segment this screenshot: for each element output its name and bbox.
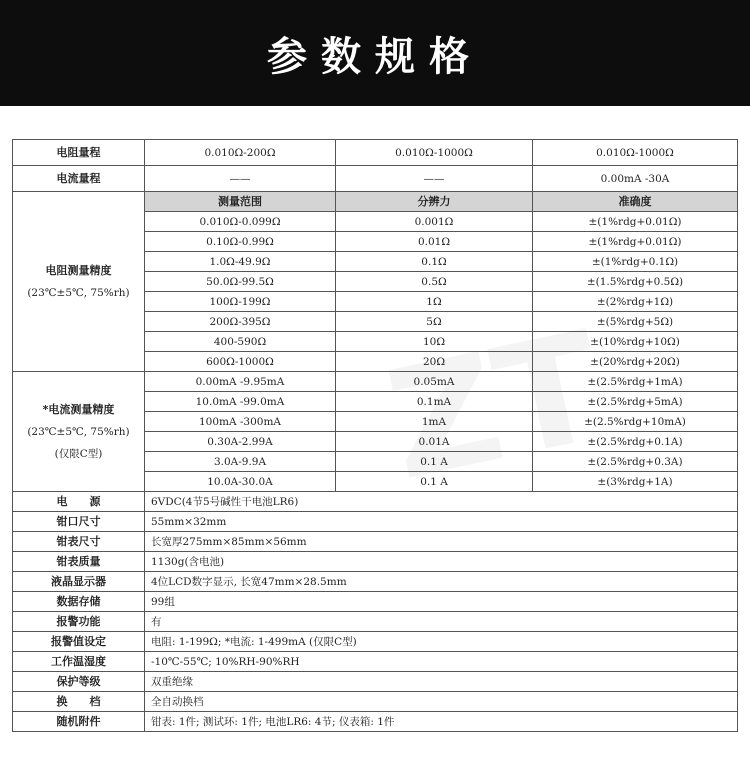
resolution-cell: 0.1mA bbox=[336, 392, 533, 412]
spec-row bbox=[13, 572, 738, 592]
spec-value: -10℃-55℃; 10%RH-90%RH bbox=[145, 652, 738, 672]
column-header: 测量范围 bbox=[145, 192, 336, 212]
range-cell: 50.0Ω-99.5Ω bbox=[145, 272, 336, 292]
spec-value: 55mm×32mm bbox=[145, 512, 738, 532]
spec-row bbox=[13, 632, 738, 652]
resolution-cell: 0.01A bbox=[336, 432, 533, 452]
spec-row bbox=[13, 712, 738, 732]
range-cell: 0.00mA -30A bbox=[533, 166, 738, 192]
spec-label: 报警功能 bbox=[13, 612, 145, 632]
range-cell: 0.10Ω-0.99Ω bbox=[145, 232, 336, 252]
range-cell: —— bbox=[336, 166, 533, 192]
spec-label: 保护等级 bbox=[13, 672, 145, 692]
resolution-cell: 0.05mA bbox=[336, 372, 533, 392]
resolution-cell: 1mA bbox=[336, 412, 533, 432]
range-cell: 100Ω-199Ω bbox=[145, 292, 336, 312]
current-accuracy-row bbox=[13, 372, 738, 392]
spec-label: 液晶显示器 bbox=[13, 572, 145, 592]
column-header: 准确度 bbox=[533, 192, 738, 212]
range-cell: 1.0Ω-49.9Ω bbox=[145, 252, 336, 272]
spec-value: 4位LCD数字显示, 长宽47mm×28.5mm bbox=[145, 572, 738, 592]
range-cell: 200Ω-395Ω bbox=[145, 312, 336, 332]
spec-value: 全自动换档 bbox=[145, 692, 738, 712]
spec-row bbox=[13, 532, 738, 552]
resolution-cell: 0.1 A bbox=[336, 452, 533, 472]
spec-row bbox=[13, 612, 738, 632]
accuracy-cell: ±(3%rdg+1A) bbox=[533, 472, 738, 492]
spec-value: 6VDC(4节5号碱性干电池LR6) bbox=[145, 492, 738, 512]
range-cell: 0.010Ω-1000Ω bbox=[533, 140, 738, 166]
spec-row bbox=[13, 552, 738, 572]
spec-label: 随机附件 bbox=[13, 712, 145, 732]
group-title: 电阻测量精度 bbox=[45, 263, 112, 277]
resolution-cell: 0.1 A bbox=[336, 472, 533, 492]
spec-table bbox=[12, 139, 738, 732]
page-title: 参数规格 bbox=[267, 33, 483, 80]
accuracy-cell: ±(2.5%rdg+0.1A) bbox=[533, 432, 738, 452]
row-label: 电流量程 bbox=[13, 166, 145, 192]
accuracy-cell: ±(2.5%rdg+0.3A) bbox=[533, 452, 738, 472]
spec-value: 长宽厚275mm×85mm×56mm bbox=[145, 532, 738, 552]
spec-row bbox=[13, 512, 738, 532]
current-range-row bbox=[13, 166, 738, 192]
range-cell: 0.010Ω-0.099Ω bbox=[145, 212, 336, 232]
resolution-cell: 10Ω bbox=[336, 332, 533, 352]
current-accuracy-label bbox=[13, 372, 145, 492]
row-label: 电阻量程 bbox=[13, 140, 145, 166]
accuracy-header-row bbox=[13, 192, 738, 212]
accuracy-cell: ±(2.5%rdg+1mA) bbox=[533, 372, 738, 392]
spec-value: 1130g(含电池) bbox=[145, 552, 738, 572]
resolution-cell: 0.01Ω bbox=[336, 232, 533, 252]
range-cell: 600Ω-1000Ω bbox=[145, 352, 336, 372]
resolution-cell: 20Ω bbox=[336, 352, 533, 372]
accuracy-cell: ±(5%rdg+5Ω) bbox=[533, 312, 738, 332]
resistance-range-row bbox=[13, 140, 738, 166]
spec-row bbox=[13, 652, 738, 672]
resolution-cell: 0.1Ω bbox=[336, 252, 533, 272]
spec-value: 电阻: 1-199Ω; *电流: 1-499mA (仅限C型) bbox=[145, 632, 738, 652]
spec-row bbox=[13, 672, 738, 692]
spec-label: 钳表尺寸 bbox=[13, 532, 145, 552]
spec-label: 钳口尺寸 bbox=[13, 512, 145, 532]
spec-value: 双重绝缘 bbox=[145, 672, 738, 692]
range-cell: 100mA -300mA bbox=[145, 412, 336, 432]
accuracy-cell: ±(10%rdg+10Ω) bbox=[533, 332, 738, 352]
accuracy-cell: ±(1.5%rdg+0.5Ω) bbox=[533, 272, 738, 292]
accuracy-cell: ±(1%rdg+0.1Ω) bbox=[533, 252, 738, 272]
accuracy-cell: ±(20%rdg+20Ω) bbox=[533, 352, 738, 372]
accuracy-cell: ±(2%rdg+1Ω) bbox=[533, 292, 738, 312]
spec-label: 数据存储 bbox=[13, 592, 145, 612]
range-cell: 10.0A-30.0A bbox=[145, 472, 336, 492]
spec-value: 有 bbox=[145, 612, 738, 632]
resolution-cell: 0.5Ω bbox=[336, 272, 533, 292]
spec-label: 报警值设定 bbox=[13, 632, 145, 652]
spec-row bbox=[13, 692, 738, 712]
spec-label: 钳表质量 bbox=[13, 552, 145, 572]
range-cell: 400-590Ω bbox=[145, 332, 336, 352]
resolution-cell: 1Ω bbox=[336, 292, 533, 312]
group-title: *电流测量精度 bbox=[42, 402, 115, 416]
resolution-cell: 5Ω bbox=[336, 312, 533, 332]
spec-value: 99组 bbox=[145, 592, 738, 612]
title-banner bbox=[0, 0, 750, 106]
range-cell: 0.010Ω-200Ω bbox=[145, 140, 336, 166]
group-note-type: (仅限C型) bbox=[54, 447, 103, 460]
spec-label: 电 源 bbox=[13, 492, 145, 512]
accuracy-cell: ±(2.5%rdg+10mA) bbox=[533, 412, 738, 432]
range-cell: 10.0mA -99.0mA bbox=[145, 392, 336, 412]
range-cell: 0.00mA -9.95mA bbox=[145, 372, 336, 392]
accuracy-cell: ±(1%rdg+0.01Ω) bbox=[533, 212, 738, 232]
resolution-cell: 0.001Ω bbox=[336, 212, 533, 232]
range-cell: 0.30A-2.99A bbox=[145, 432, 336, 452]
group-note: (23℃±5℃, 75%rh) bbox=[27, 286, 130, 299]
range-cell: 0.010Ω-1000Ω bbox=[336, 140, 533, 166]
range-cell: 3.0A-9.9A bbox=[145, 452, 336, 472]
spec-row bbox=[13, 592, 738, 612]
group-note: (23℃±5℃, 75%rh) bbox=[27, 425, 130, 438]
accuracy-cell: ±(1%rdg+0.01Ω) bbox=[533, 232, 738, 252]
spec-label: 换 档 bbox=[13, 692, 145, 712]
spec-value: 钳表: 1件; 测试环: 1件; 电池LR6: 4节; 仪表箱: 1件 bbox=[145, 712, 738, 732]
accuracy-cell: ±(2.5%rdg+5mA) bbox=[533, 392, 738, 412]
spec-label: 工作温湿度 bbox=[13, 652, 145, 672]
spec-row bbox=[13, 492, 738, 512]
range-cell: —— bbox=[145, 166, 336, 192]
resistance-accuracy-label bbox=[13, 192, 145, 372]
column-header: 分辨力 bbox=[336, 192, 533, 212]
